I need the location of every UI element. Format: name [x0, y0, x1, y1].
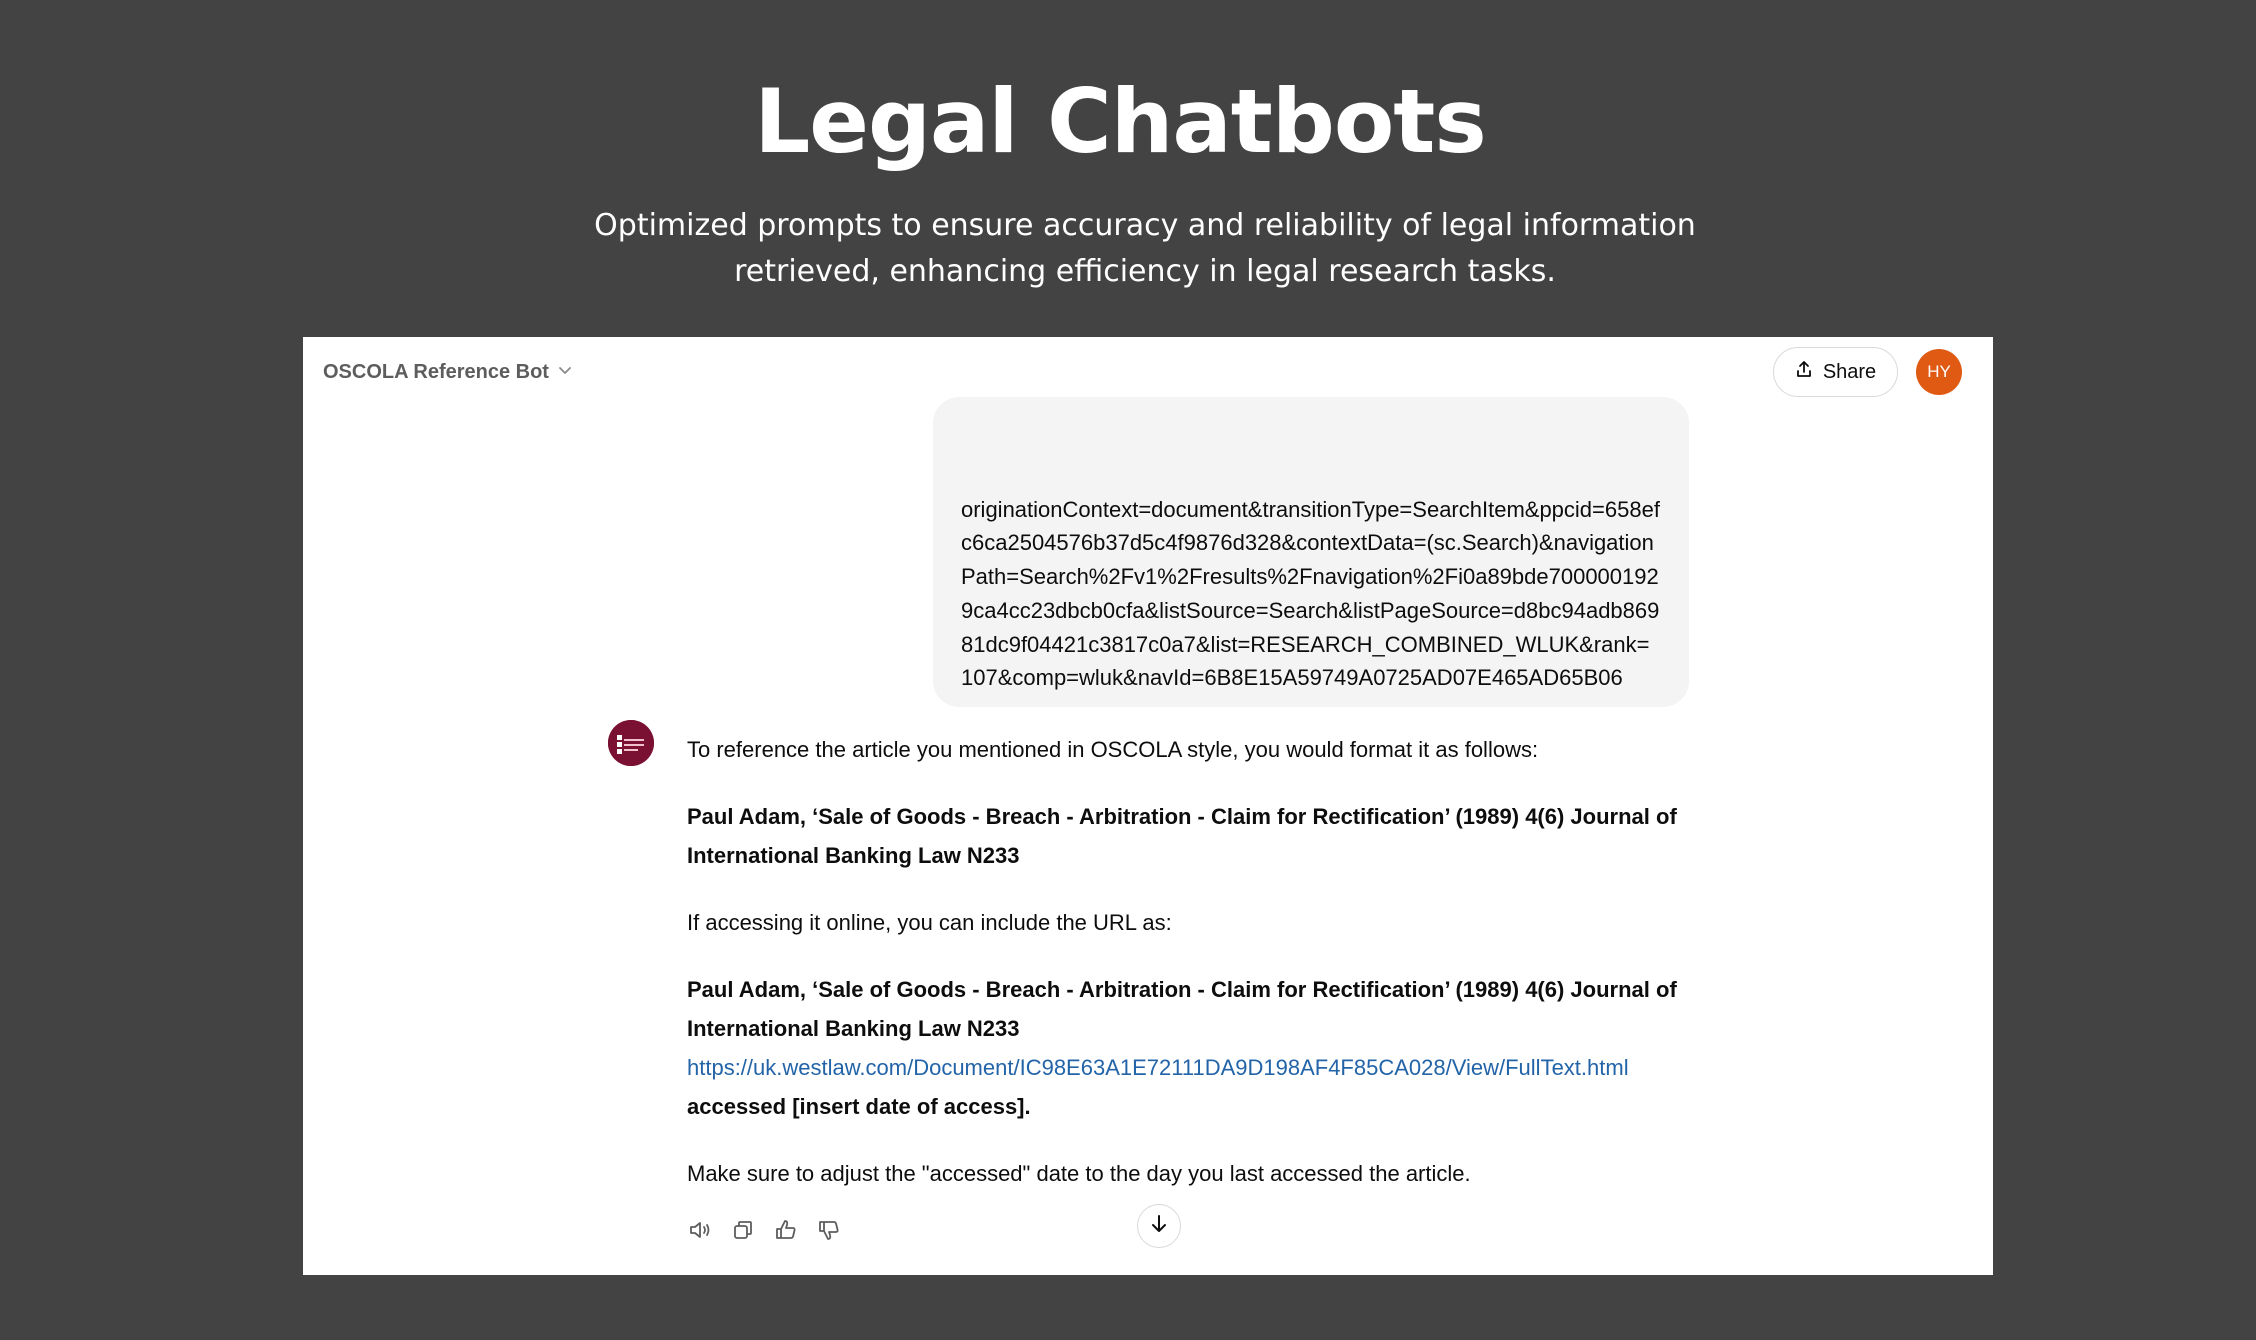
- closing-note: Make sure to adjust the "accessed" date to the day you last accessed the article.: [687, 1161, 1471, 1186]
- bot-avatar: [608, 720, 654, 766]
- online-intro: If accessing it online, you can include the URL as:: [687, 910, 1172, 935]
- westlaw-link[interactable]: https://uk.westlaw.com/Document/IC98E63A1E72111DA9D198AF4F85CA028/View/FullText.html: [687, 1055, 1629, 1080]
- read-aloud-icon[interactable]: [687, 1217, 713, 1243]
- accessed-note: accessed [insert date of access].: [687, 1094, 1031, 1119]
- bot-name-label: OSCOLA Reference Bot: [323, 361, 549, 383]
- chat-screenshot: [303, 337, 1993, 1275]
- message-actions: [687, 1217, 842, 1243]
- slide-subtitle: Optimized prompts to ensure accuracy and reliability of legal information retrieved, enhancing efficiency in legal research tasks.: [594, 208, 1696, 289]
- reply-intro: To reference the article you mentioned in OSCOLA style, you would format it as follows:: [687, 737, 1539, 762]
- scroll-down-button[interactable]: [1137, 1204, 1181, 1248]
- chevron-down-icon: [557, 361, 573, 384]
- share-button[interactable]: [1773, 347, 1898, 397]
- copy-icon[interactable]: [730, 1217, 756, 1243]
- share-label: Share: [1822, 360, 1877, 383]
- assistant-reply: [687, 730, 1697, 1221]
- user-message-bubble: [933, 397, 1689, 707]
- bot-selector[interactable]: [323, 361, 573, 384]
- user-avatar[interactable]: [1916, 349, 1962, 395]
- citation: Paul Adam, ‘Sale of Goods - Breach - Arbitration - Claim for Rectification’ (1989) 4(6) Journal of International Banking Law N233: [687, 804, 1677, 868]
- slide-title: Legal Chatbots: [754, 70, 1486, 173]
- thumbs-up-icon[interactable]: [773, 1217, 799, 1243]
- user-message-text: originationContext=document&transitionType=SearchItem&ppcid=658efc6ca2504576b37d5c4f9876d328&contextData=(sc.Search)&navigationPath=Search%2Fv1%2Fresults%2Fnavigation%2Fi0a89bde7000001929ca4cc23dbcb0cfa&listSource=Search&listPageSource=d8bc94adb86981dc9f04421c3817c0a7&list=RESEARCH_COMBINED_WLUK&rank=107&comp=wluk&navId=6B8E15A59749A0725AD07E465AD65B06: [961, 496, 1660, 691]
- citation-online-block: [687, 970, 1697, 1126]
- university-logo-icon: [608, 720, 654, 766]
- thumbs-down-icon[interactable]: [816, 1217, 842, 1243]
- user-initials: HY: [1927, 362, 1951, 381]
- citation-online: Paul Adam, ‘Sale of Goods - Breach - Arbitration - Claim for Rectification’ (1989) 4(6) Journal of International Banking Law N233: [687, 977, 1677, 1041]
- arrow-down-icon: [1148, 1213, 1170, 1240]
- share-icon: [1795, 360, 1813, 384]
